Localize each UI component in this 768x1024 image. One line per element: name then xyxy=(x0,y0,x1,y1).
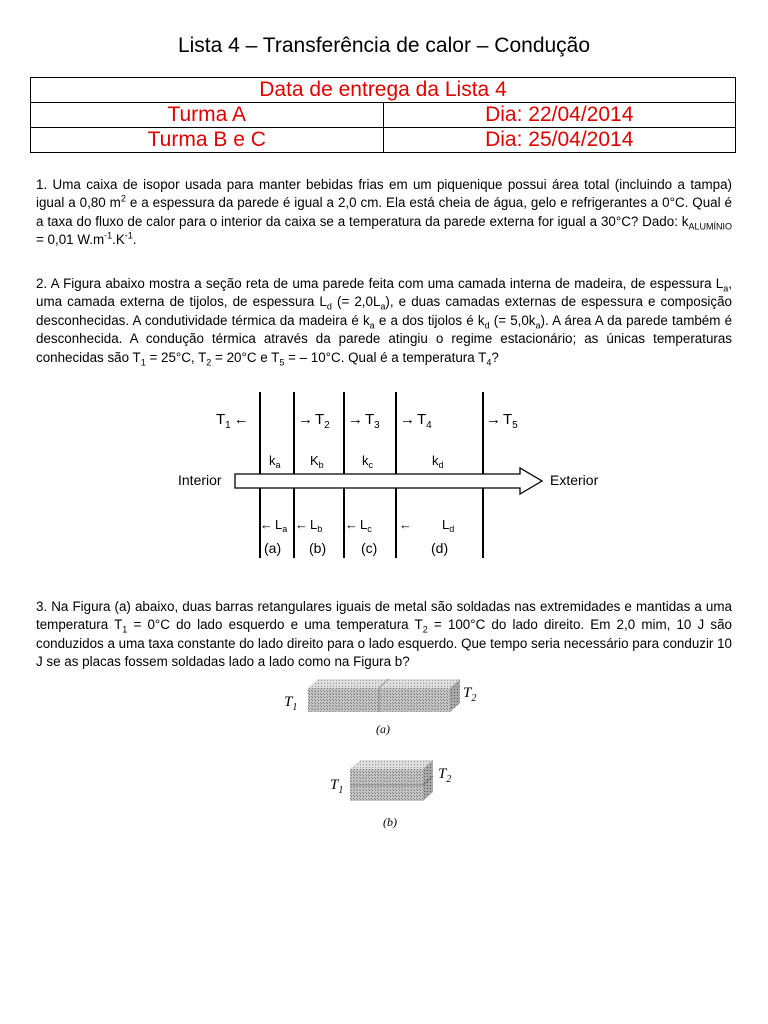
caption-b: (b) xyxy=(309,540,327,556)
delivery-class: Turma B e C xyxy=(31,128,384,153)
question-1: 1. Uma caixa de isopor usada para manter bebidas frias em um piquenique possui área total (incluindo a tampa) igual a 0,80 $m^2$ e a espessura da parede é igual a 2,0 cm. Ela está cheia de água, gelo e refrigerantes a 0°C. Qual é a taxa do fluxo de calor para o interior da caixa se a temperatura da parede externa for igual a 30°C? Dado: $k_{ALUMÍNIO} = 0,01$ $W.m^{-1}.K^{-1}$. xyxy=(36,177,732,248)
label-t2: → $T_2$ xyxy=(298,411,330,431)
delivery-date: Dia: 25/04/2014 xyxy=(383,128,736,153)
label-lc: ← $L_c$ xyxy=(345,517,372,534)
label-ld: ← $L_d$ xyxy=(399,517,455,534)
label-t5: → $T_5$ xyxy=(486,411,518,431)
bars-b-t1-label: $T_1$ xyxy=(330,777,344,796)
label-exterior: Exterior xyxy=(550,472,599,488)
caption-bars-a: (a) xyxy=(376,722,390,736)
heat-flow-arrow xyxy=(235,468,542,494)
caption-d: (d) xyxy=(431,540,449,556)
caption-bars-b: (b) xyxy=(383,815,397,829)
delivery-header: Data de entrega da Lista 4 xyxy=(31,78,736,103)
bars-end-to-end xyxy=(308,679,460,712)
delivery-table xyxy=(30,77,736,153)
question-3: 3. Na Figura (a) abaixo, duas barras retangulares iguais de metal são soldadas nas extremidades e mantidas a uma temperatura $T_1 = 0^\circ C$ do lado esquerdo e uma temperatura $T_2 = 100^\circ C$ do lado direito. Em 2,0 mim, 10 J são conduzidos a uma taxa constante do lado direito para o lado esquerdo. Que tempo seria necessário para conduzir 10 J se as placas fossem soldadas lado a lado como na Figura b? xyxy=(36,599,733,670)
delivery-class: Turma A xyxy=(31,103,384,128)
caption-c: (c) xyxy=(361,540,378,556)
caption-a: (a) xyxy=(264,540,282,556)
label-kd: $k_d$ xyxy=(432,453,444,470)
label-kb: $K_b$ xyxy=(310,453,324,470)
bars-a-t1-label: $T_1$ xyxy=(284,694,298,713)
bars-a-t2-label: $T_2$ xyxy=(463,685,477,704)
page-title: Lista 4 – Transferência de calor – Condução xyxy=(177,34,591,57)
label-la: ← $L_a$ xyxy=(260,517,288,534)
delivery-row xyxy=(31,103,736,128)
question-2: 2. A Figura abaixo mostra a seção reta de uma parede feita com uma camada interna de madeira, de espessura $L_a$, uma camada externa de tijolos, de espessura $L_d$ (= $2,0L_a$), e duas camadas externas de espessura e composição desconhecidas. A condutividade térmica da madeira é $k_a$ e a dos tijolos é $k_d$ (= $5,0k_a$). A área A da parede também é desconhecida. A condução térmica através da parede atingiu o regime estacionário; as únicas temperaturas conhecidas são $T_1 = 25^\circ C$, $T_2 = 20^\circ C$ e $T_5$ = – 10°C. Qual é a temperatura $T_4$? xyxy=(36,276,733,368)
delivery-header-row xyxy=(31,78,736,103)
bars-b-t2-label: $T_2$ xyxy=(438,766,452,785)
label-t3: → $T_3$ xyxy=(348,411,380,431)
label-t4: → $T_4$ xyxy=(400,411,432,431)
label-interior: Interior xyxy=(178,472,222,488)
label-t1: $T_1$ ← xyxy=(216,411,249,431)
wall-layers-figure xyxy=(170,392,620,572)
bars-figure xyxy=(270,676,500,836)
bars-side-by-side xyxy=(350,760,433,801)
label-lb: ← $L_b$ xyxy=(295,517,323,534)
delivery-row xyxy=(31,128,736,153)
label-kc: $k_c$ xyxy=(362,453,373,470)
delivery-date: Dia: 22/04/2014 xyxy=(383,103,736,128)
label-ka: $k_a$ xyxy=(269,453,281,470)
